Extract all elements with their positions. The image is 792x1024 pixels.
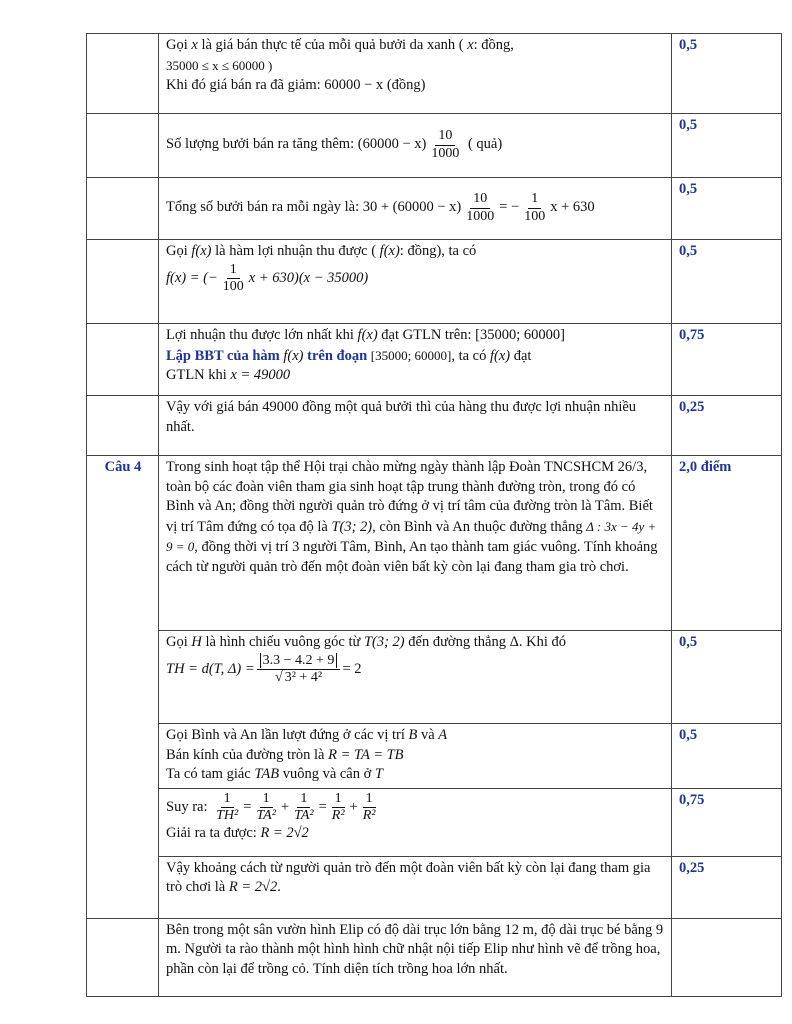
- solution-step: Suy ra: $\frac{1}{\text{TH²}}$ = $\frac{1}{\text{TA²}}$ + $\frac{1}{\text{TA²}}$ = $\frac{1}{\text{R²}}$ + $\frac{1}{\text{R²}}$ Giải ra ta được: R = 2√2: [159, 788, 672, 856]
- solution-step: Gọi f(x) là hàm lợi nhuận thu được ( f(x): đồng), ta có f(x) = (− $\frac{1}{100}$ x + 630)(x − 35000): [159, 240, 672, 324]
- table-row: [87, 631, 782, 724]
- fraction: $\frac{1}{100}$: [524, 191, 546, 224]
- problem-statement: Trong sinh hoạt tập thể Hội trại chào mừng ngày thành lập Đoàn TNCSHCM 26/3, toàn bộ các đoàn viên tham gia sinh hoạt tập trung thành đường tròn, trong đó có Bình và An; đồng thời người quản trò đứng ở vị trí tâm của đường tròn là Tâm. Biết vị trí Tâm đứng có tọa độ là T(3; 2), còn Bình và An thuộc đường thẳng Δ : 3x − 4y + 9 = 0, đồng thời vị trí 3 người Tâm, Bình, An tạo thành tam giác vuông. Tính khoảng cách từ người quản trò đến một đoàn viên bất kỳ còn lại đang tham gia trò chơi.: [159, 456, 672, 631]
- solution-step: Gọi H là hình chiếu vuông góc từ T(3; 2) đến đường thẳng Δ. Khi đó TH = d(T, Δ) = $\frac{3.3 - 4.2 + 9}{\text{√ 3² + 4²}}$ = 2: [159, 631, 672, 724]
- table-row: [87, 178, 782, 240]
- solution-step: Lợi nhuận thu được lớn nhất khi f(x) đạt GTLN trên: [35000; 60000] Lập BBT của hàm f(x) trên đoạn [35000; 60000], ta có f(x) đạt GTLN khi x = 49000: [159, 324, 672, 396]
- score: 0,5: [672, 631, 782, 724]
- table-row: [87, 396, 782, 456]
- solution-step: Số lượng bưởi bán ra tăng thêm: (60000 − x) $\frac{10}{1000}$ ( quả): [159, 114, 672, 178]
- score: 0,5: [672, 724, 782, 789]
- score: 0,5: [672, 240, 782, 324]
- score: 0,5: [672, 178, 782, 240]
- table-row: [87, 324, 782, 396]
- solution-table: [86, 33, 782, 997]
- table-row: [87, 114, 782, 178]
- solution-step: Vậy với giá bán 49000 đồng một quả bưởi thì của hàng thu được lợi nhuận nhiều nhất.: [159, 396, 672, 456]
- score: 2,0 điểm: [672, 456, 782, 631]
- question-cell: [87, 34, 159, 114]
- table-row: [87, 240, 782, 324]
- solution-step: Gọi x là giá bán thực tế của mỗi quả bưởi da xanh ( x: đồng, 35000 ≤ x ≤ 60000 ) Khi đó giá bán ra đã giảm: 60000 − x (đồng): [159, 34, 672, 114]
- solution-step: Tổng số bưởi bán ra mỗi ngày là: 30 + (60000 − x) $\frac{10}{1000}$ = − $\frac{1}{100}$ x + 630: [159, 178, 672, 240]
- table-row: [87, 34, 782, 114]
- question-label: Câu 4: [87, 456, 159, 919]
- table-row: [87, 788, 782, 856]
- score: 0,5: [672, 34, 782, 114]
- fraction: $\frac{3.3 - 4.2 + 9}{\text{√ 3² + 4²}}$: [257, 653, 341, 686]
- solution-step: Gọi Bình và An lần lượt đứng ở các vị trí B và A Bán kính của đường tròn là R = TA = TB Ta có tam giác TAB vuông và cân ở T: [159, 724, 672, 789]
- fraction: $\frac{1}{100}$: [222, 261, 244, 294]
- score: 0,25: [672, 856, 782, 918]
- score: 0,75: [672, 324, 782, 396]
- score: 0,5: [672, 114, 782, 178]
- table-row: [87, 724, 782, 789]
- table-row: [87, 856, 782, 918]
- solution-step: Vậy khoảng cách từ người quản trò đến một đoàn viên bất kỳ còn lại đang tham gia trò chơi là R = 2√2.: [159, 856, 672, 918]
- table-row: [87, 456, 782, 631]
- fraction: $\frac{10}{1000}$: [431, 128, 460, 161]
- score: 0,75: [672, 788, 782, 856]
- fraction: $\frac{10}{1000}$: [466, 191, 495, 224]
- problem-statement: Bên trong một sân vườn hình Elip có độ dài trục lớn bằng 12 m, độ dài trục bé bằng 9 m. Người ta rào thành một hình hình chữ nhật nội tiếp Elip như hình vẽ để trồng hoa, phần còn lại để trồng cỏ. Tính diện tích trồng hoa lớn nhất.: [159, 918, 672, 996]
- table-row: [87, 918, 782, 996]
- score: 0,25: [672, 396, 782, 456]
